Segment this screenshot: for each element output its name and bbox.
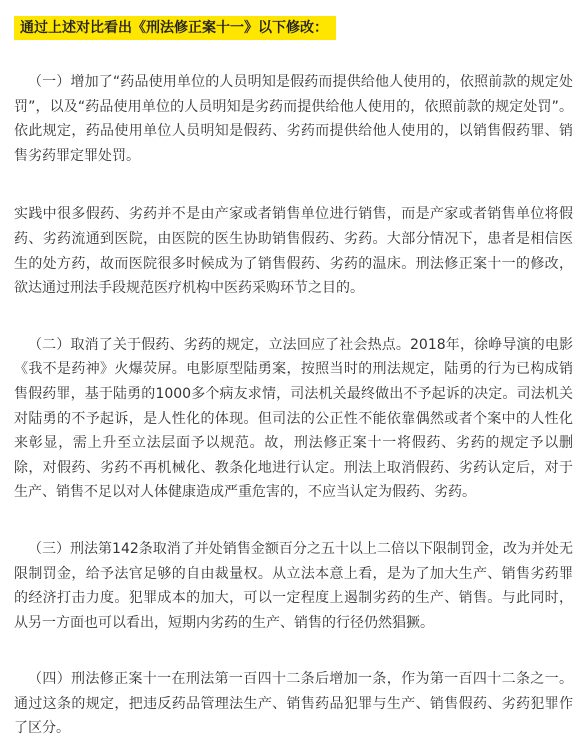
paragraph-3: （二）取消了关于假药、劣药的规定，立法回应了社会热点。2018年，徐峥导演的电影《我不是药神》火爆荧屏。电影原型陆勇案，按照当时的刑法规定，陆勇的行为已构成销售假药罪，基于陆勇的1000多个病友求情，司法机关最终做出不予起诉的决定。司法机关对陆勇的不予起诉，是人性化的体现。但司法的公正性不能依靠偶然或者个案中的人性化来彰显，需上升至立法层面予以规范。故，刑法修正案十一将假药、劣药的规定予以删除，对假药、劣药不再机械化、教条化地进行认定。刑法上取消假药、劣药认定后，对于生产、销售不足以对人体健康造成严重危害的，不应当认定为假药、劣药。 <box>14 336 573 501</box>
section-heading: 通过上述对比看出《刑法修正案十一》以下修改： <box>14 16 336 40</box>
paragraph-2: 实践中很多假药、劣药并不是由产家或者销售单位进行销售，而是产家或者销售单位将假药、劣药流通到医院，由医院的医生协助销售假药、劣药。大部分情况下，患者是相信医生的处方药，故而医院很多时候成为了销售假药、劣药的温床。刑法修正案十一的修改，欲达通过刑法手段规范医疗机构中医药采购环节之目的。 <box>14 206 573 297</box>
paragraph-5: （四）刑法修正案十一在刑法第一百四十二条后增加一条，作为第一百四十二条之一。通过这条的规定，把违反药品管理法生产、销售药品犯罪与生产、销售假药、劣药犯罪作了区分。 <box>14 671 573 737</box>
paragraph-1: （一）增加了“药品使用单位的人员明知是假药而提供给他人使用的，依照前款的规定处罚”，以及“药品使用单位的人员明知是劣药而提供给他人使用的，依照前款的规定处罚”。依此规定，药品使用单位人员明知是假药、劣药而提供给他人使用的，以销售假药罪、销售劣药罪定罪处罚。 <box>14 74 573 164</box>
paragraph-4: （三）刑法第142条取消了并处销售金额百分之五十以上二倍以下限制罚金，改为并处无限制罚金，给予法官足够的自由裁量权。从立法本意上看，是为了加大生产、销售劣药罪的经济打击力度。犯罪成本的加大，可以一定程度上遏制劣药的生产、销售。与此同时，从另一方面也可以看出，短期内劣药的生产、销售的行径仍然猖獗。 <box>14 540 573 631</box>
